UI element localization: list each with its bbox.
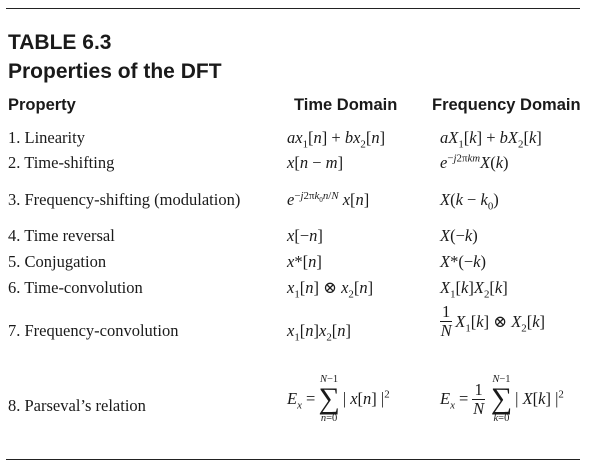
- row-5-property: 5. Conjugation: [8, 252, 107, 271]
- header-frequency-domain: Frequency Domain: [432, 96, 581, 114]
- row-7-frequency-domain: $\frac{1}{N}$ $X_1[k]$ ⊗ $X_2[k]$: [440, 302, 546, 340]
- row-2-property: 2. Time-shifting: [8, 153, 115, 172]
- row-7-time-domain: $x_1[n]x_2[n]$: [287, 321, 352, 344]
- row-1-frequency-domain: $aX_1[k] + bX_2[k]$: [440, 128, 542, 151]
- row-8-frequency-domain: $E_x$ = $\frac{1}{N}$ N−1 ∑ k=0 | X[k] $|^2$: [440, 374, 564, 424]
- row-7-property: 7. Frequency-convolution: [8, 321, 179, 340]
- row-8-property: 8. Parseval’s relation: [8, 396, 146, 415]
- table-caption: [8, 28, 222, 86]
- row-4-property: 4. Time reversal: [8, 226, 115, 245]
- bottom-rule: [6, 459, 580, 460]
- row-2-time-domain: x[n − m]: [287, 153, 344, 172]
- table-title: Properties of the DFT: [8, 60, 222, 83]
- row-5-time-domain: x*[n]: [287, 252, 322, 271]
- row-3-property: 3. Frequency-shifting (modulation): [8, 190, 241, 209]
- row-6-frequency-domain: $X_1[k]X_2[k]$: [440, 278, 508, 301]
- row-3-time-domain: $e^{-j2\pi k_0n/N}$ x[n]: [287, 189, 370, 209]
- row-6-property: 6. Time-convolution: [8, 278, 143, 297]
- top-rule: [6, 8, 580, 9]
- row-2-frequency-domain: $e^{-j2\pi km}X(k)$: [440, 152, 509, 172]
- row-3-frequency-domain: $X(k - k_0)$: [440, 190, 499, 213]
- row-4-time-domain: x[−n]: [287, 226, 323, 245]
- row-1-time-domain: $ax_1[n] + bx_2[n]$: [287, 128, 386, 151]
- row-8-time-domain: $E_x$ = N−1 ∑ n=0 | x[n] $|^2$: [287, 374, 390, 424]
- table-number: TABLE 6.3: [8, 31, 112, 54]
- row-1-property: 1. Linearity: [8, 128, 85, 147]
- row-4-frequency-domain: X(−k): [440, 226, 478, 245]
- row-6-time-domain: $x_1[n]$ ⊗ $x_2[n]$: [287, 278, 374, 301]
- row-5-frequency-domain: X*(−k): [440, 252, 486, 271]
- header-time-domain: Time Domain: [294, 96, 398, 114]
- header-property: Property: [8, 96, 76, 114]
